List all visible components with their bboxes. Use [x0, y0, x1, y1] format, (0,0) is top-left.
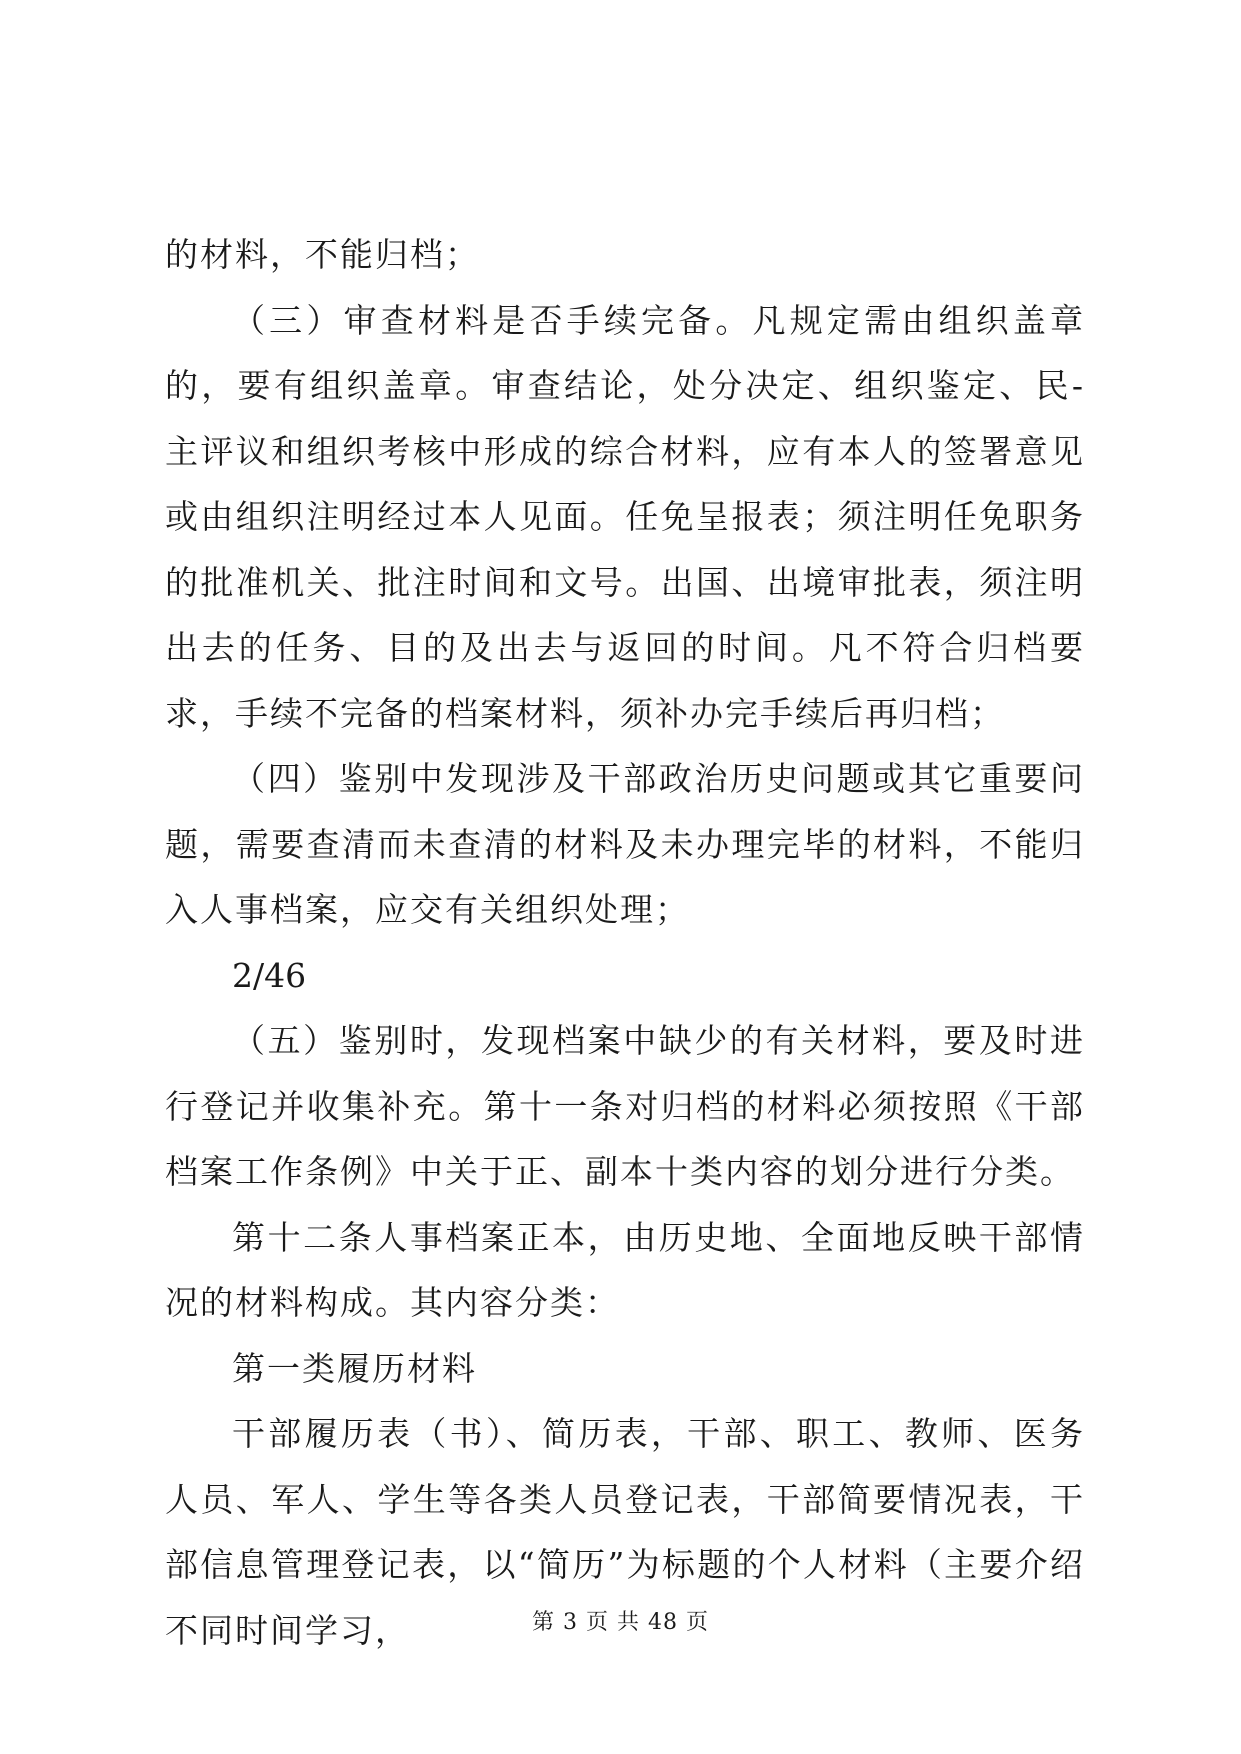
- paragraph-article-12: 第十二条人事档案正本，由历史地、全面地反映干部情况的材料构成。其内容分类：: [165, 1217, 1085, 1322]
- paragraph-item-5: （五）鉴别时，发现档案中缺少的有关材料，要及时进行登记并收集补充。第十一条对归档的材料必须按照《干部档案工作条例》中关于正、副本十类内容的划分进行分类。: [165, 1021, 1085, 1191]
- paragraph-category-heading: 第一类履历材料: [232, 1348, 477, 1388]
- inline-page-marker: 2/46: [232, 955, 307, 995]
- document-body: [165, 222, 1085, 1663]
- paragraph-item-4: （四）鉴别中发现涉及干部政治历史问题或其它重要问题，需要查清而未查清的材料及未办理完毕的材料，不能归入人事档案，应交有关组织处理；: [165, 759, 1085, 929]
- page-footer: 第 3 页 共 48 页: [532, 1610, 709, 1635]
- paragraph-item-3: （三）审查材料是否手续完备。凡规定需由组织盖章的，要有组织盖章。审查结论，处分决定、组织鉴定、民-主评议和组织考核中形成的综合材料，应有本人的签署意见或由组织注明经过本人见面。任免呈报表；须注明任免职务的批准机关、批注时间和文号。出国、出境审批表，须注明出去的任务、目的及出去与返回的时间。凡不符合归档要求，手续不完备的档案材料，须补办完手续后再归档；: [165, 300, 1085, 733]
- paragraph-category-content: 干部履历表（书）、简历表，干部、职工、教师、医务人员、军人、学生等各类人员登记表，干部简要情况表，干部信息管理登记表，以“简历”为标题的个人材料（主要介绍不同时间学习，: [165, 1414, 1085, 1650]
- paragraph-continuation: 的材料，不能归档；: [165, 235, 480, 274]
